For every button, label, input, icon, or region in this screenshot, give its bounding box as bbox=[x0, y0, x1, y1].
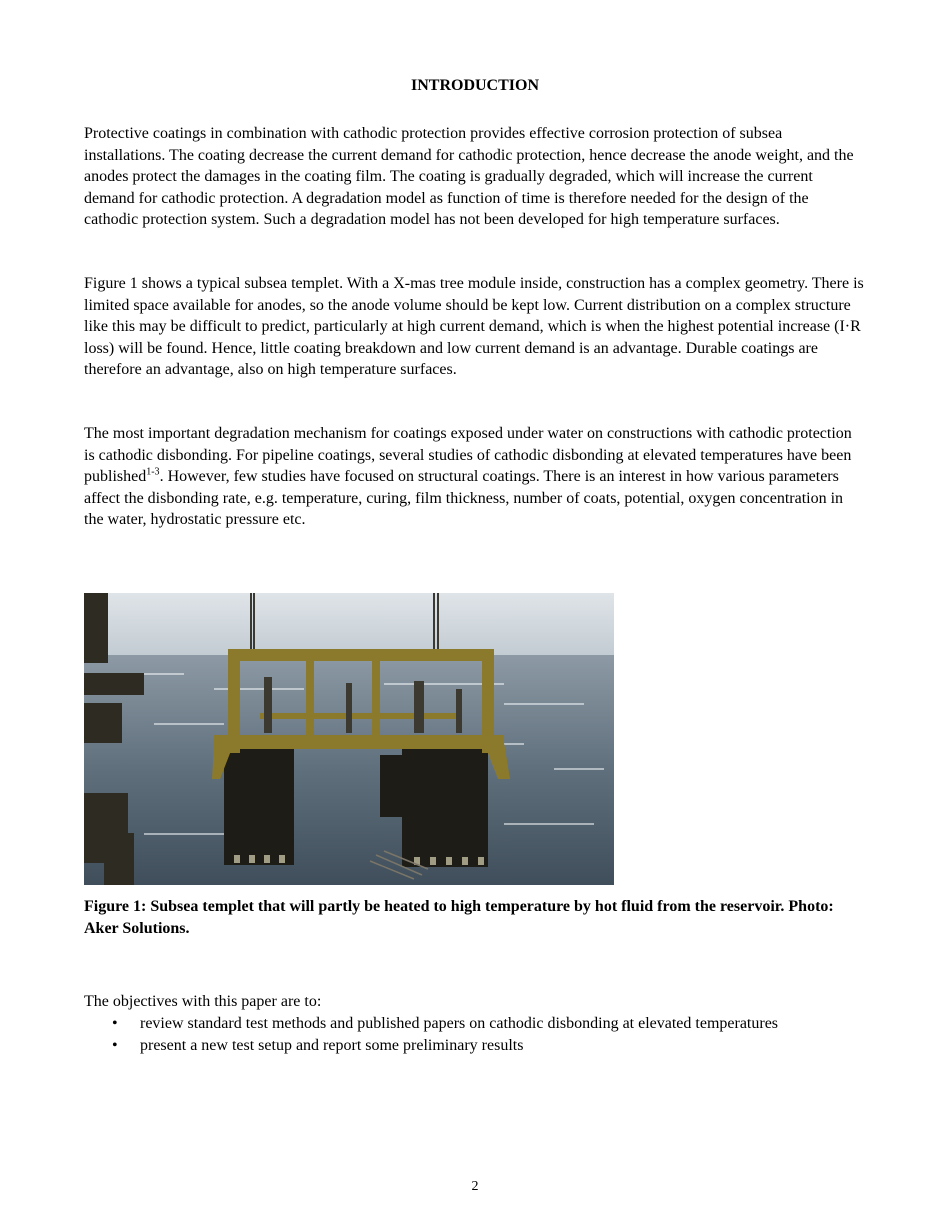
photo-illustration bbox=[84, 593, 614, 885]
list-item bbox=[84, 1035, 866, 1057]
citation-superscript: 1-3 bbox=[146, 466, 160, 478]
objectives-list bbox=[84, 1013, 866, 1056]
bullet-icon: • bbox=[112, 1015, 118, 1032]
list-item-text: present a new test setup and report some preliminary results bbox=[140, 1036, 524, 1054]
paragraph-3-text: The most important degradation mechanism for coatings exposed under water on constructions with cathodic protection is cathodic disbonding. For pipeline coatings, several studies of cathodic disbonding at elevated temperatures have been published bbox=[84, 425, 852, 486]
list-item bbox=[84, 1013, 866, 1035]
intro-paragraph-2: Figure 1 shows a typical subsea templet. With a X-mas tree module inside, construction has a complex geometry. There is limited space available for anodes, so the anode volume should be kept low. Current distribution on a complex structure like this may be difficult to predict, particularly at high current demand, which is when the highest potential increase (I·R loss) will be found. Hence, little coating breakdown and low current demand is an advantage. Durable coatings are therefore an advantage, also on high temperature surfaces. bbox=[84, 275, 864, 379]
subsea-templet-photo bbox=[84, 593, 614, 885]
paragraph-3-text-continued: . However, few studies have focused on structural coatings. There is an interest in how various parameters affect the disbonding rate, e.g. temperature, curing, film thickness, number of coats, potential, oxygen concentration in the water, hydrostatic pressure etc. bbox=[84, 468, 844, 529]
figure-caption: Figure 1: Subsea templet that will partly be heated to high temperature by hot fluid from the reservoir. Photo: Aker Solutions. bbox=[84, 898, 834, 937]
list-item-text: review standard test methods and published papers on cathodic disbonding at elevated temperatures bbox=[140, 1015, 779, 1032]
intro-paragraph-3 bbox=[84, 423, 866, 531]
bullet-icon: • bbox=[112, 1036, 118, 1054]
intro-paragraph-1: Protective coatings in combination with cathodic protection provides effective corrosion protection of subsea installations. The coating decrease the current demand for cathodic protection, hence decrease the anode weight, and the anodes protect the damages in the coating film. The coating is gradually degraded, which will increase the current demand for cathodic protection. A degradation model as function of time is therefore needed for the design of the cathodic protection system. Such a degradation model has not been developed for high temperature surfaces. bbox=[84, 125, 854, 229]
section-heading: INTRODUCTION bbox=[410, 77, 539, 94]
objectives-intro: The objectives with this paper are to: bbox=[84, 993, 322, 1010]
page-number: 2 bbox=[471, 1179, 479, 1194]
